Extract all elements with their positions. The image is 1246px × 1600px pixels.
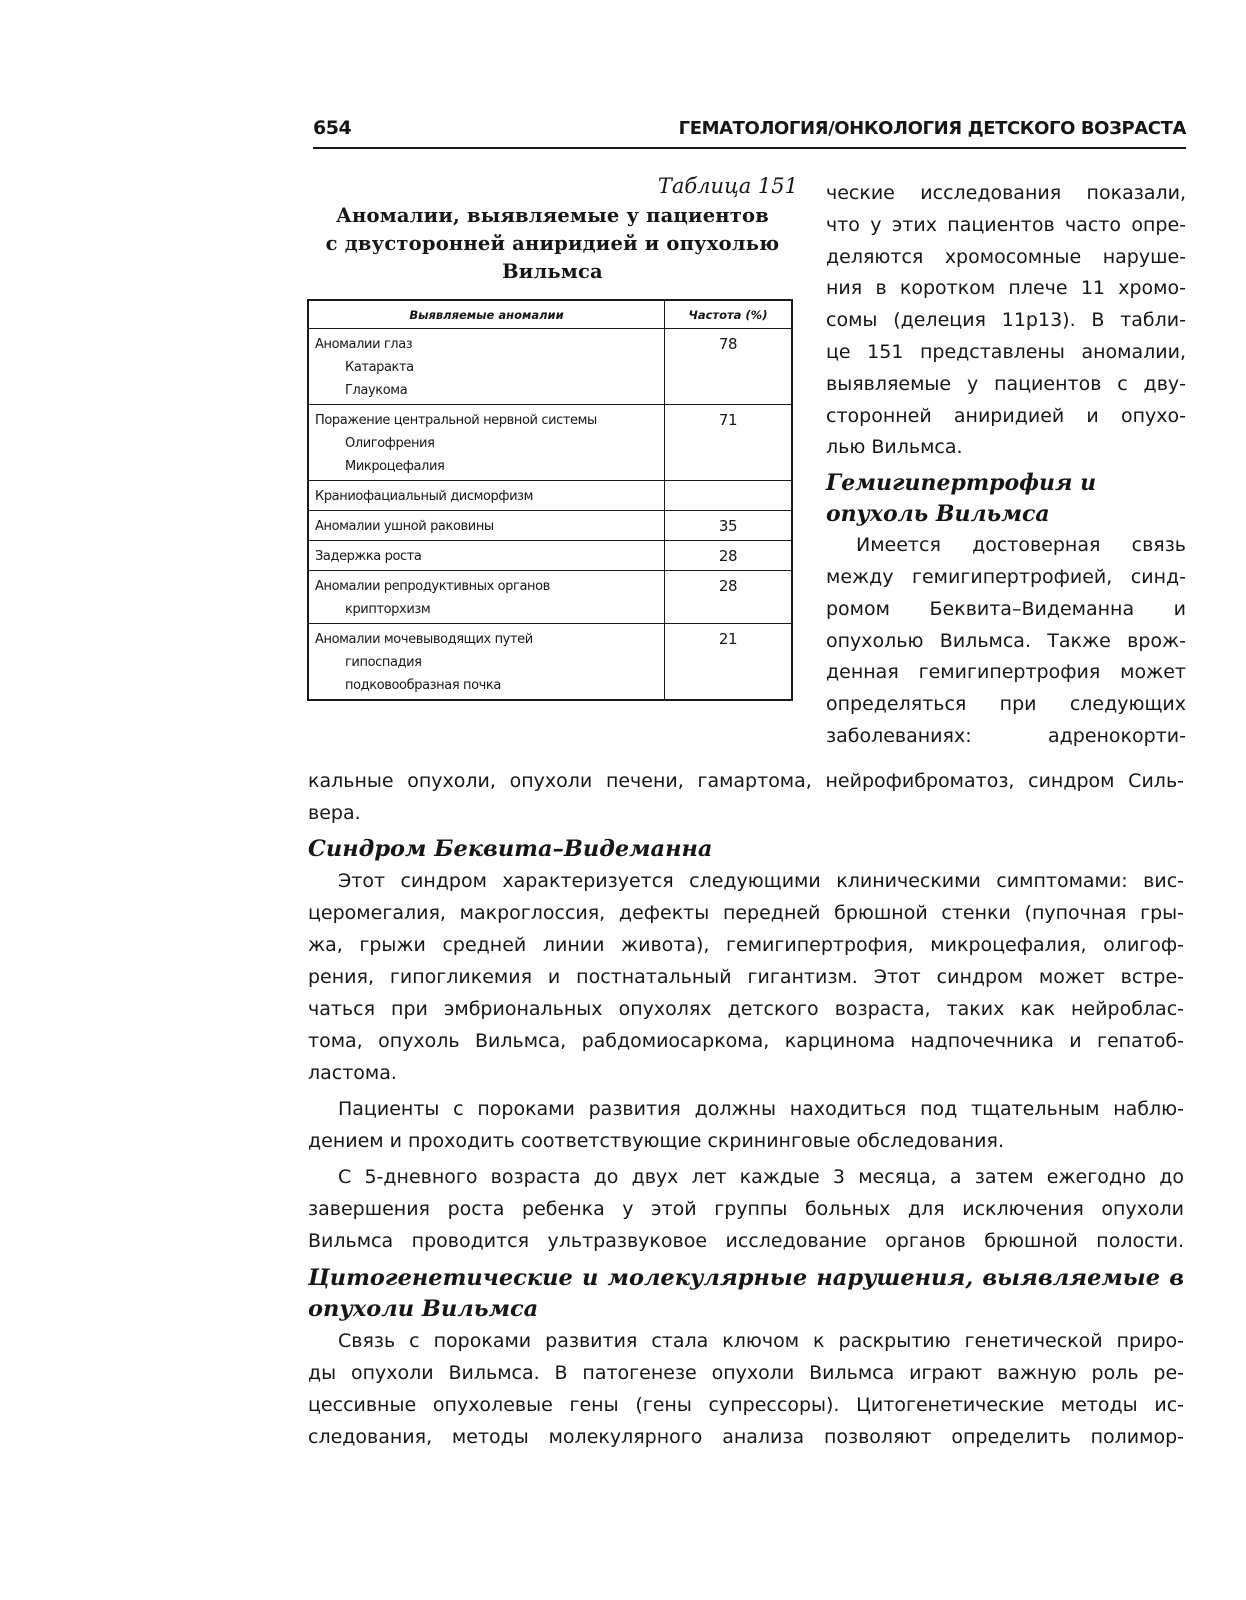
- text-line: тома, опухоль Вильмса, рабдомиосаркома, карцинома надпочечника и гепатоб-: [308, 1030, 1184, 1052]
- section-beckwith-wiedemann: [308, 834, 1184, 1257]
- paragraph-cytogenetic: [308, 1325, 1184, 1453]
- running-title: ГЕМАТОЛОГИЯ/ОНКОЛОГИЯ ДЕТСКОГО ВОЗРАСТА: [678, 118, 1186, 139]
- anomaly-subitem: Микроцефалия: [345, 459, 445, 474]
- text-line: Пациенты с пороками развития должны находиться под тщательным наблю-: [338, 1098, 1184, 1120]
- column-header-frequency: Частота (%): [665, 300, 793, 329]
- paragraph-cytogenetic-findings: [826, 178, 1186, 464]
- table-row: [308, 329, 792, 405]
- anomaly-subitem: Катаракта: [345, 360, 414, 375]
- anomaly-label: Краниофациальный дисморфизм: [315, 489, 534, 504]
- text-line: сомы (делеция 11p13). В табли-: [826, 309, 1186, 332]
- caption-line: с двусторонней аниридией и опухолью: [325, 232, 780, 255]
- table-header-row: [308, 300, 792, 329]
- anomaly-subitem: Олигофрения: [345, 436, 435, 451]
- text-line: опухолью Вильмса. Также врож-: [826, 629, 1186, 652]
- frequency-cell: 78: [665, 329, 793, 405]
- text-line: Вильмса проводится ультразвуковое исследование органов брюшной полости.: [308, 1230, 1184, 1252]
- text-line: жа, грыжи средней линии живота), гемигипертрофия, микроцефалия, олигоф-: [308, 934, 1184, 956]
- anomaly-cell: [308, 481, 665, 511]
- text-line: церомегалия, макроглоссия, дефекты передней брюшной стенки (пупочная гры-: [308, 902, 1184, 924]
- text-line: цессивные опухолевые гены (гены супрессоры). Цитогенетические методы ис-: [308, 1394, 1184, 1416]
- anomaly-label: Аномалии мочевыводящих путей: [315, 632, 533, 647]
- section-cytogenetic-molecular: [308, 1263, 1184, 1453]
- caption-line: Вильмса: [502, 260, 603, 283]
- right-column-text: [826, 178, 1186, 753]
- anomaly-cell: [308, 511, 665, 541]
- anomaly-label: Аномалии ушной раковины: [315, 519, 494, 534]
- heading-line: опухоли Вильмса: [308, 1296, 539, 1322]
- anomaly-subitem: крипторхизм: [345, 602, 431, 617]
- column-header-anomalies: Выявляемые аномалии: [308, 300, 665, 329]
- text-line: между гемигипертрофией, синд-: [826, 565, 1186, 588]
- paragraph-bw-screening: [308, 1093, 1184, 1157]
- text-line: дением и проходить соответствующие скрининговые обследования.: [308, 1130, 1004, 1152]
- heading-line: Цитогенетические и молекулярные нарушения, выявляемые в: [308, 1265, 1184, 1291]
- anomaly-cell: [308, 624, 665, 701]
- table-caption: [305, 202, 800, 286]
- page-header: [313, 113, 1186, 149]
- text-line: деляются хромосомные наруше-: [826, 245, 1186, 268]
- anomaly-subitem: гипоспадия: [345, 655, 422, 670]
- text-line: денная гемигипертрофия может: [826, 661, 1186, 684]
- anomaly-cell: [308, 571, 665, 624]
- section-heading-beckwith-wiedemann: Синдром Беквита–Видеманна: [308, 836, 713, 862]
- text-line: Связь с пороками развития стала ключом к раскрытию генетической приро-: [338, 1330, 1184, 1352]
- body-continuation: [308, 765, 1184, 829]
- text-line: сторонней аниридией и опухо-: [826, 404, 1186, 427]
- page-number: 654: [313, 117, 352, 139]
- text-line: ромом Беквита–Видеманна и: [826, 597, 1186, 620]
- text-line: С 5-дневного возраста до двух лет каждые 3 месяца, а затем ежегодно до: [338, 1166, 1184, 1188]
- table-row: [308, 571, 792, 624]
- heading-line: опухоль Вильмса: [826, 501, 1050, 528]
- anomaly-subitem: подковообразная почка: [345, 678, 501, 693]
- paragraph-bw-ultrasound: [308, 1161, 1184, 1257]
- text-line: что у этих пациентов часто опре-: [826, 213, 1186, 236]
- anomaly-cell: [308, 541, 665, 571]
- text-line: лью Вильмса.: [826, 436, 963, 459]
- caption-line: Аномалии, выявляемые у пациентов: [335, 204, 770, 227]
- anomaly-cell: [308, 329, 665, 405]
- frequency-cell: 28: [665, 541, 793, 571]
- text-line: чаться при эмбриональных опухолях детского возраста, таких как нейроблас-: [308, 998, 1184, 1020]
- text-line: це 151 представлены аномалии,: [826, 340, 1186, 363]
- section-heading-hemihypertrophy: [826, 468, 1186, 530]
- text-line: Имеется достоверная связь: [856, 534, 1186, 557]
- table-row: [308, 624, 792, 701]
- table-number: Таблица 151: [657, 174, 798, 198]
- frequency-cell: 28: [665, 571, 793, 624]
- frequency-cell: 71: [665, 405, 793, 481]
- anomalies-table: [307, 299, 793, 701]
- text-line: Этот синдром характеризуется следующими клиническими симптомами: вис-: [338, 870, 1184, 892]
- heading-line: Гемигипертрофия и: [826, 470, 1097, 497]
- paragraph-hemihypertrophy: [826, 530, 1186, 753]
- frequency-cell: 21: [665, 624, 793, 701]
- text-line: завершения роста ребенка у этой группы больных для исключения опухоли: [308, 1198, 1184, 1220]
- anomaly-label: Задержка роста: [315, 549, 422, 564]
- text-line: вера.: [308, 802, 361, 824]
- text-line: ластома.: [308, 1062, 397, 1084]
- anomaly-label: Аномалии глаз: [315, 337, 413, 352]
- frequency-cell: [665, 481, 793, 511]
- table-row: [308, 541, 792, 571]
- table-row: [308, 405, 792, 481]
- text-line: ния в коротком плече 11 хромо-: [826, 277, 1186, 300]
- text-line: ды опухоли Вильмса. В патогенезе опухоли Вильмса играют важную роль ре-: [308, 1362, 1184, 1384]
- section-heading-cytogenetic: [308, 1263, 1184, 1325]
- text-line: кальные опухоли, опухоли печени, гамартома, нейрофиброматоз, синдром Силь-: [308, 770, 1184, 792]
- anomaly-subitem: Глаукома: [345, 383, 408, 398]
- frequency-cell: 35: [665, 511, 793, 541]
- text-line: заболеваниях: адренокорти-: [826, 724, 1186, 747]
- text-line: рения, гипогликемия и постнатальный гигантизм. Этот синдром может встре-: [308, 966, 1184, 988]
- table-151: [305, 174, 800, 693]
- table-row: [308, 511, 792, 541]
- anomaly-label: Поражение центральной нервной системы: [315, 413, 597, 428]
- text-line: выявляемые у пациентов с дву-: [826, 372, 1186, 395]
- text-line: ческие исследования показали,: [826, 182, 1186, 204]
- table-row: [308, 481, 792, 511]
- text-line: определяться при следующих: [826, 693, 1186, 716]
- paragraph-bw-symptoms: [308, 865, 1184, 1089]
- anomaly-cell: [308, 405, 665, 481]
- anomaly-label: Аномалии репродуктивных органов: [315, 579, 550, 594]
- text-line: следования, методы молекулярного анализа позволяют определить полимор-: [308, 1426, 1184, 1448]
